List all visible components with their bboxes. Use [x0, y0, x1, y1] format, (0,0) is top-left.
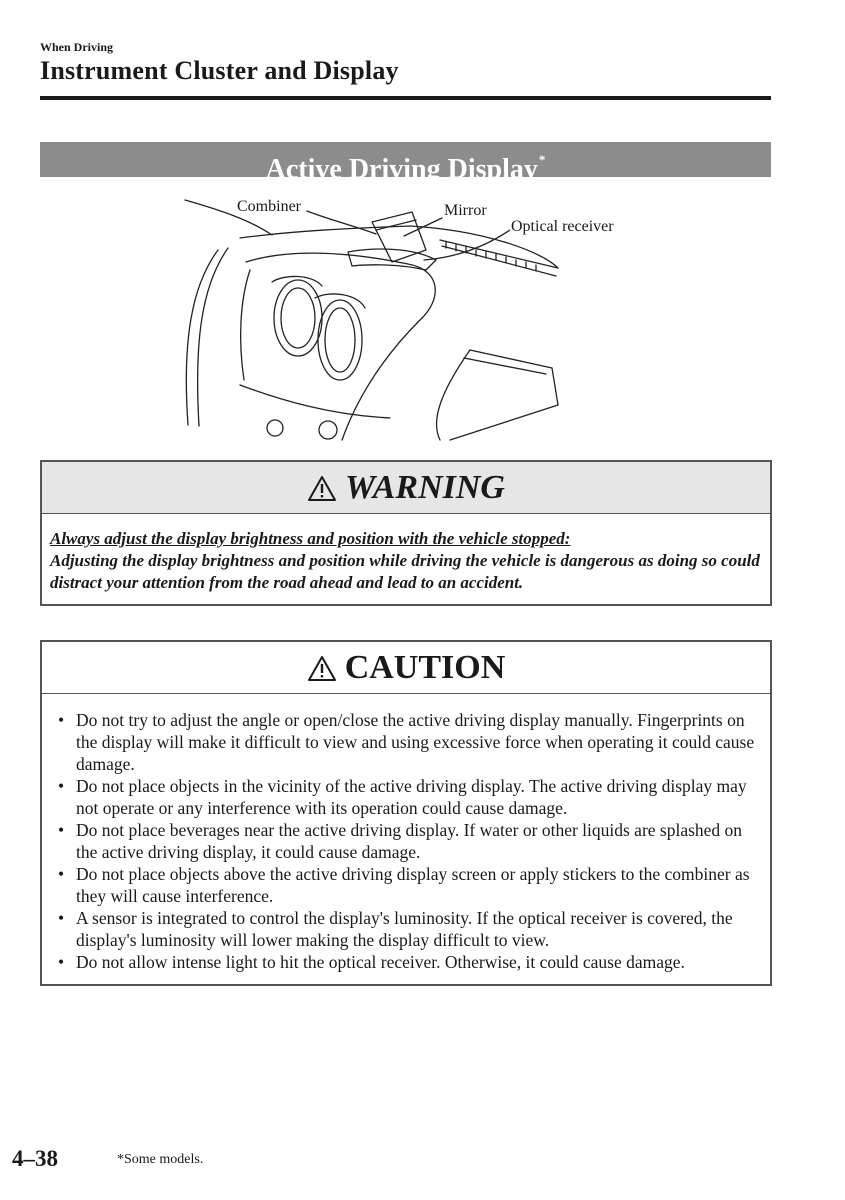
page-title: Instrument Cluster and Display: [40, 56, 399, 85]
warning-body: [42, 514, 770, 594]
section-label: When Driving: [40, 40, 114, 54]
footnote-mark: *: [538, 152, 546, 167]
section-banner: [40, 142, 771, 185]
heading-divider: [40, 96, 771, 100]
bullet: •: [58, 864, 65, 884]
bullet: •: [58, 952, 65, 972]
warning-title: WARNING: [345, 468, 505, 506]
dashboard-illustration: [180, 190, 620, 445]
caution-item-text: Do not allow intense light to hit the optical receiver. Otherwise, it could cause damage.: [76, 952, 685, 972]
bullet: •: [58, 710, 65, 730]
page-number: 4–38: [12, 1146, 58, 1171]
callout-combiner: Combiner: [237, 198, 301, 215]
callout-mirror: Mirror: [444, 202, 487, 219]
caution-item-text: Do not place objects in the vicinity of the active driving display. The active driving display may not operate or any interference with its operation could cause damage.: [76, 776, 747, 818]
warning-heading: Always adjust the display brightness and position with the vehicle stopped:: [50, 529, 571, 548]
footnote: *Some models.: [117, 1152, 204, 1167]
warning-box: [40, 460, 772, 606]
caution-title: CAUTION: [344, 648, 506, 686]
caution-item-text: A sensor is integrated to control the display's luminosity. If the optical receiver is covered, the display's luminosity will lower making the display difficult to view.: [76, 908, 733, 950]
callout-optical-receiver: Optical receiver: [511, 218, 614, 235]
bullet: •: [58, 820, 65, 840]
bullet: •: [58, 908, 65, 928]
caution-box: [40, 640, 772, 986]
list-item: [58, 775, 764, 819]
warning-text: Adjusting the display brightness and position while driving the vehicle is dangerous as doing so could distract your attention from the road ahead and lead to an accident.: [50, 551, 760, 592]
warning-triangle-icon: [307, 655, 337, 682]
caution-item-text: Do not try to adjust the angle or open/close the active driving display manually. Fingerprints on the display will make it difficult to view and using excessive force when operating it could cause damage.: [76, 710, 755, 774]
caution-list: [42, 694, 770, 973]
bullet: •: [58, 776, 65, 796]
banner-title: Active Driving Display: [265, 154, 538, 185]
list-item: [58, 951, 764, 973]
warning-triangle-icon: [307, 475, 337, 502]
caution-item-text: Do not place beverages near the active driving display. If water or other liquids are splashed on the active driving display, it could cause damage.: [76, 820, 743, 862]
list-item: [58, 819, 764, 863]
list-item: [58, 907, 764, 951]
warning-header: [42, 462, 770, 514]
list-item: [58, 709, 764, 775]
caution-item-text: Do not place objects above the active driving display screen or apply stickers to the combiner as they will cause interference.: [76, 864, 750, 906]
caution-header: [42, 642, 770, 694]
list-item: [58, 863, 764, 907]
